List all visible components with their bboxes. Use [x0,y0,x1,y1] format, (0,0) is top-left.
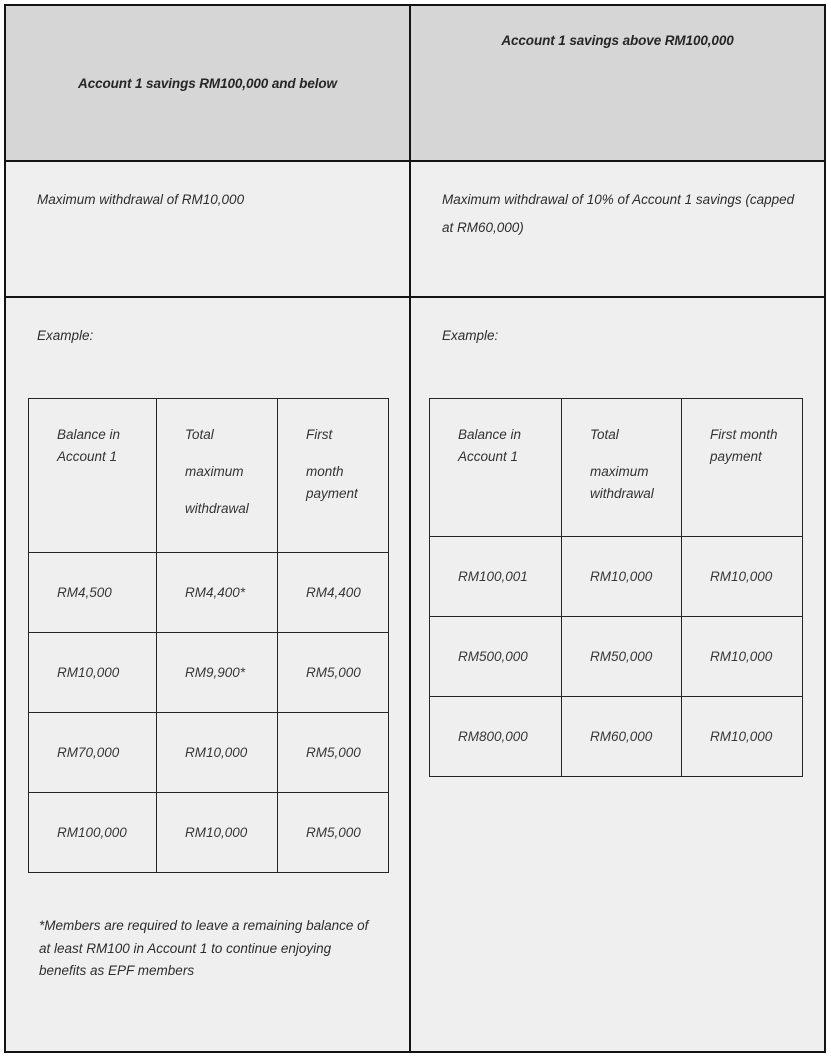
table-cell: RM4,500 [29,553,157,633]
header-cell-balance [29,399,157,553]
rule-above-100k [411,162,824,298]
table-cell: RM10,000 [157,713,278,793]
rule-below-100k-text: Maximum withdrawal of RM10,000 [37,192,245,207]
header-cell-first-month [682,399,803,537]
header-text: month payment [306,464,358,501]
table-row [29,793,389,873]
column-header-below-100k-label: Account 1 savings RM100,000 and below [78,75,337,91]
header-text: Balance in Account 1 [57,427,121,464]
rule-below-100k [6,162,411,298]
header-cell-total-withdrawal [157,399,278,553]
header-text: withdrawal [185,501,249,516]
header-cell-first-month [278,399,389,553]
table-cell: RM10,000 [29,633,157,713]
header-text: Total [590,427,619,442]
table-row [29,713,389,793]
example-section-below-100k [6,298,411,1051]
table-cell: RM50,000 [562,617,682,697]
table-cell: RM5,000 [278,713,389,793]
example-table-above-100k [429,398,803,777]
column-header-below-100k [6,6,411,162]
footnote: *Members are required to leave a remaining balance of at least RM100 in Account 1 to continue enjoying benefits as EPF members [39,918,369,978]
comparison-table [4,4,826,1053]
rule-above-100k-text: Maximum withdrawal of 10% of Account 1 savings (capped at RM60,000) [442,192,795,235]
table-cell: RM9,900* [157,633,278,713]
header-text: maximum [185,464,244,479]
table-row [430,617,803,697]
table-cell: RM10,000 [562,537,682,617]
table-row [430,537,803,617]
header-text: Total [185,427,214,442]
table-cell: RM500,000 [430,617,562,697]
example-section-above-100k [411,298,824,1051]
table-header-row [430,399,803,537]
table-row [29,553,389,633]
header-text: First month payment [710,427,778,464]
table-cell: RM70,000 [29,713,157,793]
table-header-row [29,399,389,553]
table-cell: RM800,000 [430,697,562,777]
header-cell-balance [430,399,562,537]
table-cell: RM5,000 [278,633,389,713]
table-row [430,697,803,777]
table-cell: RM4,400* [157,553,278,633]
header-text: Balance in Account 1 [458,427,522,464]
table-cell: RM10,000 [682,617,803,697]
table-cell: RM100,000 [29,793,157,873]
header-text: First [306,427,333,442]
example-label-right: Example: [442,328,499,343]
table-cell: RM4,400 [278,553,389,633]
table-cell: RM10,000 [682,537,803,617]
table-cell: RM10,000 [157,793,278,873]
table-cell: RM60,000 [562,697,682,777]
table-cell: RM10,000 [682,697,803,777]
example-label-left: Example: [37,328,94,343]
table-row [29,633,389,713]
table-cell: RM100,001 [430,537,562,617]
column-header-above-100k-label: Account 1 savings above RM100,000 [501,33,734,48]
column-header-above-100k [411,6,824,162]
example-table-below-100k [28,398,389,873]
header-cell-total-withdrawal [562,399,682,537]
table-cell: RM5,000 [278,793,389,873]
header-text: maximum withdrawal [590,464,654,501]
